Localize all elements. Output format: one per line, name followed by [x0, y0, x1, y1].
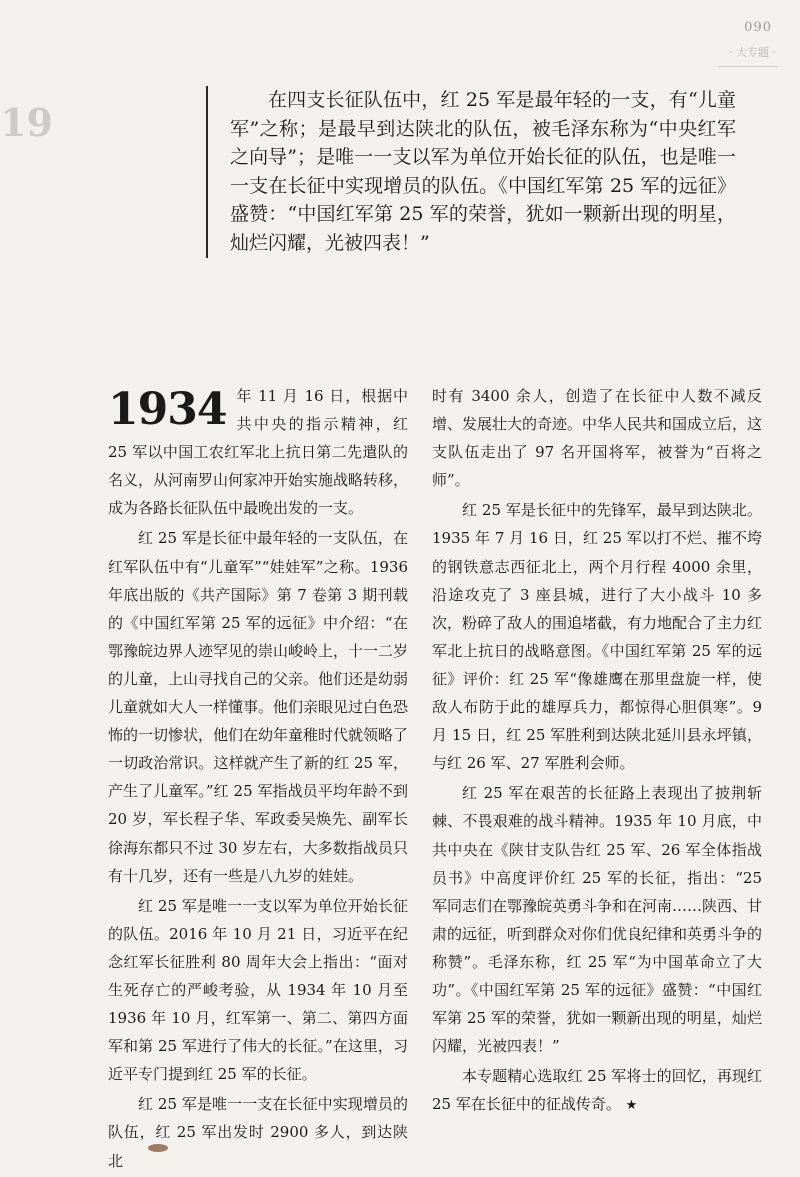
lead-text: 年 11 月 16 日，根据中共中央的指示精神，红 25 军以中国工农红军北上抗日第二先遣队的名义，从河南罗山何家冲开始实施战略转移，成为各路长征队伍中最晚出发的一支。	[108, 387, 409, 518]
ink-smudge	[148, 1144, 168, 1152]
paragraph-vanguard: 红 25 军是长征中的先锋军，最早到达陕北。1935 年 7 月 16 日，红 25 军以打不烂、摧不垮的钢铁意志西征北上，两个月行程 4000 余里，沿途攻克了 3 座县城，进行了大小战斗 10 多次，粉碎了敌人的围追堵截，有力地配合了主力红军北上抗日的战略意图。《中国红军第 25 军的远征》评价：红 25 军“像雄鹰在那里盘旋一样，使敌人布防于此的雄厚兵力，都惊得心胆俱寒”。9 月 15 日，红 25 军胜利到达陕北延川县永坪镇，与红 26 军、27 军胜利会师。	[432, 501, 763, 773]
closing-text: 本专题精心选取红 25 军将士的回忆，再现红 25 军在长征中的征战传奇。	[432, 1067, 762, 1114]
section-mark: · 大专题 ·	[729, 46, 776, 59]
pull-quote-text: 在四支长征队伍中，红 25 军是最年轻的一支，有“儿童军”之称；是最早到达陕北的队伍，被毛泽东称为“中央红军之向导”；是唯一一支以军为单位开始长征的队伍，也是唯一一支在长征中实现增员的队伍。《中国红军第 25 军的远征》盛赞：“中国红军第 25 军的荣誉，犹如一颗新出现的明星，灿烂闪耀，光被四表！”	[230, 89, 736, 254]
bleed-through-number: 19	[0, 100, 53, 145]
end-star-icon: ★	[625, 1098, 638, 1114]
paragraph-growth-end: 时有 3400 余人，创造了在长征中人数不减反增、发展壮大的奇迹。中华人民共和国成立后，这支队伍走出了 97 名开国将军，被誉为“百将之师”。	[432, 387, 763, 490]
paragraph-growth-start: 红 25 军是唯一一支在长征中实现增员的队伍，红 25 军出发时 2900 多人，到达陕北	[108, 1095, 408, 1170]
article-column-left	[108, 382, 408, 1177]
bleed-through-text	[232, 258, 422, 358]
header-rule	[718, 66, 778, 67]
paragraph-closing	[432, 1062, 762, 1120]
paragraph-spirit: 红 25 军在艰苦的长征路上表现出了披荆斩棘、不畏艰难的战斗精神。1935 年 10 月底，中共中央在《陕甘支队告红 25 军、26 军全体指战员书》中高度评价红 25 军的长征，指出：“25 军同志们在鄂豫皖英勇斗争和在河南……陕西、甘肃的远征，听到群众对你们优良纪律和英勇斗争的称赞”。毛泽东称，红 25 军“为中国革命立了大功”。《中国红军第 25 军的远征》盛赞：“中国红军第 25 军的荣誉，犹如一颗新出现的明星，灿烂闪耀，光被四表！”	[432, 784, 763, 1056]
pull-quote	[206, 86, 736, 258]
paragraph-children-army: 红 25 军是长征中最年轻的一支队伍，在红军队伍中有“儿童军”“娃娃军”之称。1936 年底出版的《共产国际》第 7 卷第 3 期刊载的《中国红军第 25 军的远征》中介绍：“在鄂豫皖边界人迹罕见的崇山峻岭上，十一二岁的儿童，上山寻找自己的父亲。他们还是幼弱儿童就如大人一样懂事。他们亲眼见过白色恐怖的一切惨状，他们在幼年童稚时代就领略了一切政治常识。这样就产生了新的红 25 军，产生了儿童军。”红 25 军指战员平均年龄不到 20 岁，军长程子华、军政委吴焕先、副军长徐海东都只不过 30 岁左右，大多数指战员只有十几岁，还有一些是八九岁的娃娃。	[108, 529, 409, 885]
paragraph-corps-unit: 红 25 军是唯一一支以军为单位开始长征的队伍。2016 年 10 月 21 日，习近平在纪念红军长征胜利 80 周年大会上指出：“面对生死存亡的严峻考验，从 1934 年 10 月至 1936 年 10 月，红军第一、第二、第四方面军和第 25 军进行了伟大的长征。”在这里，习近平专门提到红 25 军的长征。	[108, 896, 408, 1084]
lead-paragraph	[108, 382, 408, 522]
lead-year: 1934	[108, 384, 227, 435]
page-number: 090	[744, 20, 772, 35]
article-column-right	[432, 382, 762, 1122]
